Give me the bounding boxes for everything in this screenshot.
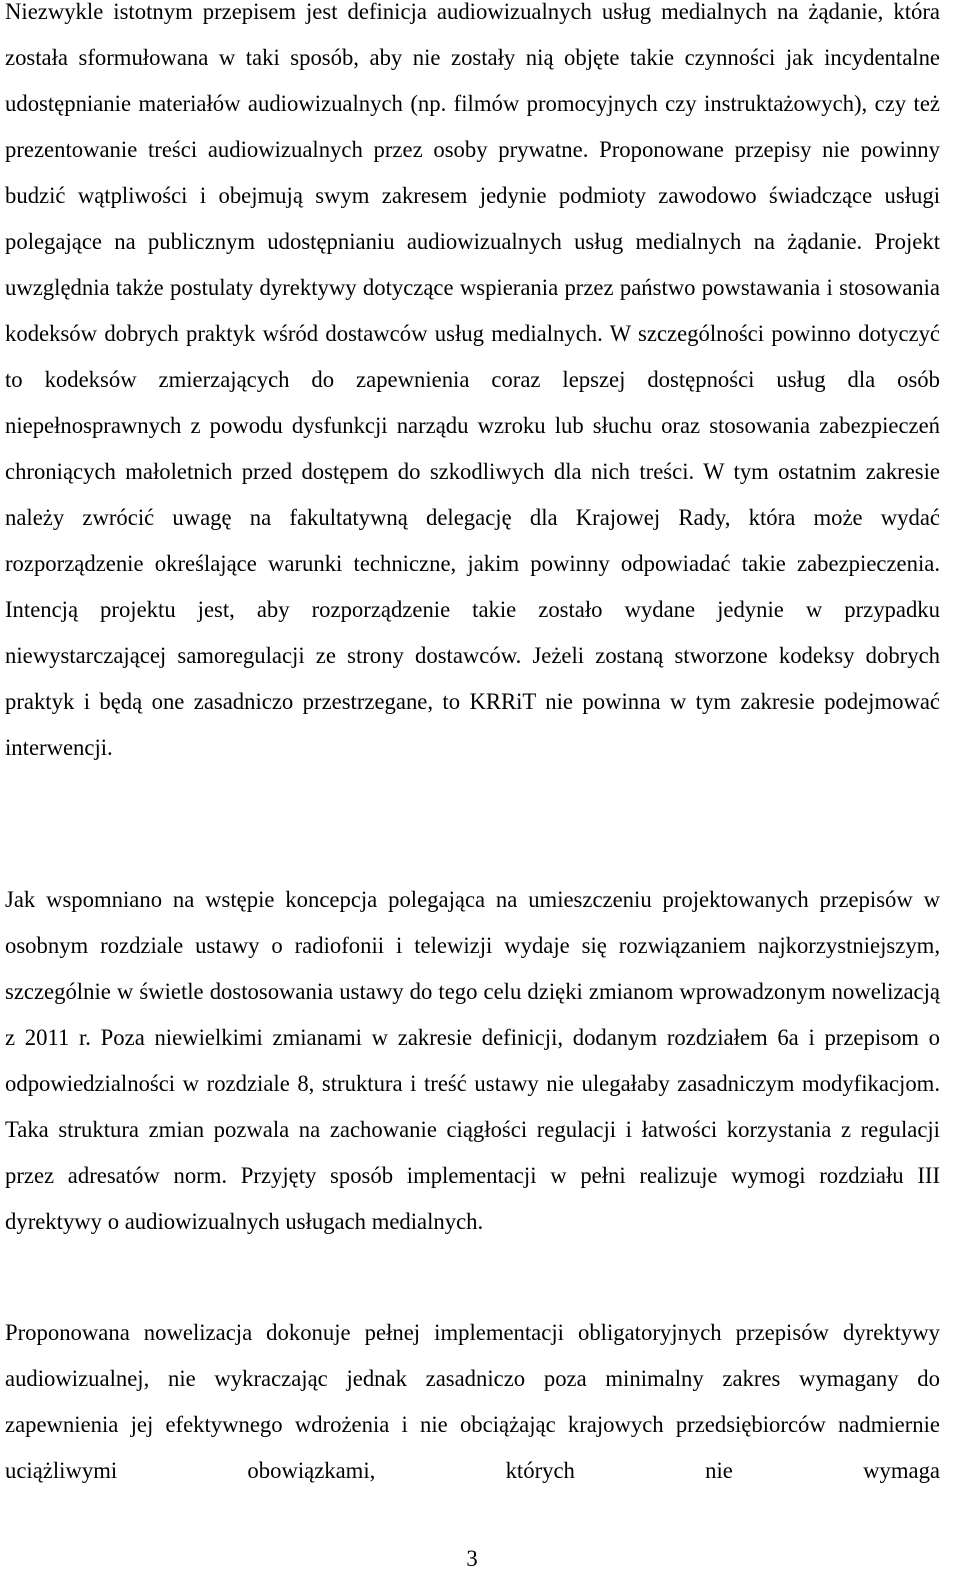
paragraph-definition: Niezwykle istotnym przepisem jest definicja audiowizualnych usług medialnych na żądanie, która została sformułowana w taki sposób, aby nie zostały nią objęte takie czynności jak incydentalne udostępnianie materiałów audiowizualnych (np. filmów promocyjnych czy instruktażowych), czy też prezentowanie treści audiowizualnych przez osoby prywatne. Proponowane przepisy nie powinny budzić wątpliwości i obejmują swym zakresem jedynie podmioty zawodowo świadczące usługi polegające na publicznym udostępnianiu audiowizualnych usług medialnych na żądanie. Projekt uwzględnia także postulaty dyrektywy dotyczące wspierania przez państwo powstawania i stosowania kodeksów dobrych praktyk wśród dostawców usług medialnych. W szczególności powinno dotyczyć to kodeksów zmierzających do zapewnienia coraz lepszej dostępności usług dla osób niepełnosprawnych z powodu dysfunkcji narządu wzroku lub słuchu oraz stosowania zabezpieczeń chroniących małoletnich przed dostępem do szkodliwych dla nich treści. W tym ostatnim zakresie należy zwrócić uwagę na fakultatywną delegację dla Krajowej Rady, która może wydać rozporządzenie określające warunki techniczne, jakim powinny odpowiadać takie zabezpieczenia. Intencją projektu jest, aby rozporządzenie takie zostało wydane jedynie w przypadku niewystarczającej samoregulacji ze strony dostawców. Jeżeli zostaną stworzone kodeksy dobrych praktyk i będą one zasadniczo przestrzegane, to KRRiT nie powinna w tym zakresie podejmować interwencji. (5, 0, 940, 760)
page-number: 3 (466, 1546, 478, 1571)
paragraph-amendment-scope: Proponowana nowelizacja dokonuje pełnej implementacji obligatoryjnych przepisów dyrektywy audiowizualnej, nie wykraczając jednak zasadniczo poza minimalny zakres wymagany do zapewnienia jej efektywnego wdrożenia i nie obciążając krajowych przedsiębiorców nadmiernie uciążliwymi obowiązkami, których nie wymaga (5, 1320, 940, 1483)
paragraph-implementation-concept: Jak wspomniano na wstępie koncepcja polegająca na umieszczeniu projektowanych przepisów w osobnym rozdziale ustawy o radiofonii i telewizji wydaje się rozwiązaniem najkorzystniejszym, szczególnie w świetle dostosowania ustawy do tego celu dzięki zmianom wprowadzonym nowelizacją z 2011 r. Poza niewielkimi zmianami w zakresie definicji, dodanym rozdziałem 6a i przepisom o odpowiedzialności w rozdziale 8, struktura i treść ustawy nie ulegałaby zasadniczym modyfikacjom. Taka struktura zmian pozwala na zachowanie ciągłości regulacji i łatwości korzystania z regulacji przez adresatów norm. Przyjęty sposób implementacji w pełni realizuje wymogi rozdziału III dyrektywy o audiowizualnych usługach medialnych. (5, 887, 940, 1234)
